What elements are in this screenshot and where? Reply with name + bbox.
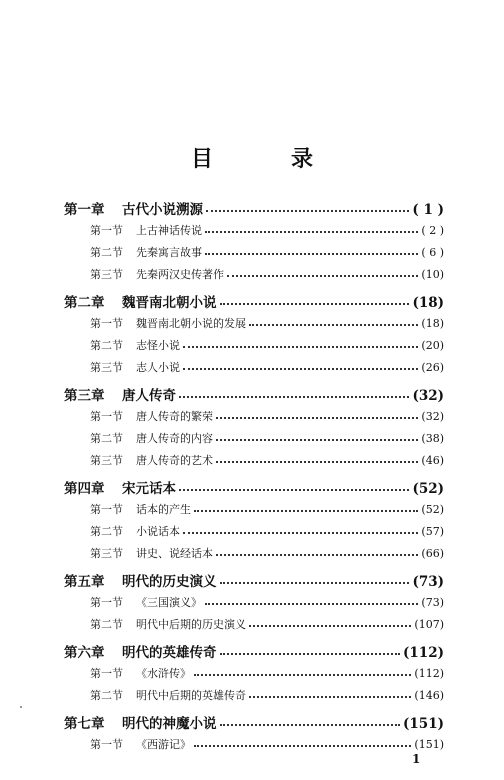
- section-title: 明代中后期的历史演义: [136, 618, 246, 631]
- section-title: 明代中后期的英雄传奇: [136, 689, 246, 702]
- page-ref: ( 1 ): [412, 202, 444, 218]
- dot-leader: [194, 739, 411, 747]
- section-title: 唐人传奇的繁荣: [136, 410, 213, 423]
- chapter-title: 明代的神魔小说: [122, 716, 217, 732]
- section-number: 第一节: [90, 738, 123, 751]
- toc-section-entry: [90, 523, 444, 539]
- dot-leader: [183, 362, 418, 370]
- toc-chapter-entry: [64, 384, 444, 404]
- toc-chapter-entry: [64, 198, 444, 218]
- page-ref: ( 2 ): [421, 224, 444, 237]
- section-number: 第二节: [90, 339, 123, 352]
- page-ref: (151): [403, 716, 444, 732]
- page-ref: ( 6 ): [421, 246, 444, 259]
- page-ref: (151): [414, 738, 444, 751]
- section-title: 上古神话传说: [136, 224, 202, 237]
- section-title: 《水浒传》: [136, 667, 191, 680]
- section-title: 唐人传奇的内容: [136, 432, 213, 445]
- page-ref: (10): [421, 268, 444, 281]
- dot-leader: [179, 388, 409, 397]
- section-number: 第二节: [90, 525, 123, 538]
- dot-leader: [220, 574, 410, 583]
- section-title: 《三国演义》: [136, 596, 202, 609]
- toc-section-entry: [90, 244, 444, 260]
- page-ref: (73): [421, 596, 444, 609]
- chapter-title: 明代的历史演义: [122, 574, 217, 590]
- chapter-title: 宋元话本: [122, 481, 176, 497]
- chapter-title: 唐人传奇: [122, 388, 176, 404]
- chapter-number: 第三章: [64, 388, 105, 404]
- toc-section-entry: [90, 501, 444, 517]
- chapter-title: 古代小说溯源: [122, 202, 203, 218]
- dot-leader: [206, 202, 409, 211]
- page-ref: (112): [414, 667, 444, 680]
- dot-leader: [216, 548, 418, 556]
- dot-leader: [194, 504, 418, 512]
- section-title: 先秦寓言故事: [136, 246, 202, 259]
- dot-leader: [220, 645, 401, 654]
- toc-section-entry: [90, 222, 444, 238]
- page-ref: (112): [403, 645, 444, 661]
- page-ref: (66): [421, 547, 444, 560]
- toc-section-entry: [90, 665, 444, 681]
- dot-leader: [249, 318, 418, 326]
- page-ref: (107): [414, 618, 444, 631]
- toc-section-entry: [90, 736, 444, 752]
- toc-section-entry: [90, 408, 444, 424]
- chapter-number: 第七章: [64, 716, 105, 732]
- toc-section-entry: [90, 337, 444, 353]
- section-title: 《西游记》: [136, 738, 191, 751]
- page-number: 1: [412, 752, 421, 766]
- chapter-number: 第五章: [64, 574, 105, 590]
- dot-leader: [194, 668, 411, 676]
- toc-section-entry: [90, 452, 444, 468]
- dot-leader: [249, 619, 411, 627]
- chapter-number: 第四章: [64, 481, 105, 497]
- dot-leader: [220, 716, 401, 725]
- section-number: 第三节: [90, 268, 123, 281]
- scan-speck: [20, 706, 22, 708]
- section-number: 第一节: [90, 667, 123, 680]
- section-number: 第三节: [90, 547, 123, 560]
- toc-section-entry: [90, 687, 444, 703]
- page-ref: (18): [412, 295, 444, 311]
- page-ref: (52): [421, 503, 444, 516]
- toc-section-entry: [90, 266, 444, 282]
- section-number: 第二节: [90, 618, 123, 631]
- section-title: 志怪小说: [136, 339, 180, 352]
- section-title: 话本的产生: [136, 503, 191, 516]
- toc-chapter-entry: [64, 291, 444, 311]
- dot-leader: [216, 433, 418, 441]
- dot-leader: [205, 597, 418, 605]
- section-number: 第三节: [90, 361, 123, 374]
- dot-leader: [183, 526, 418, 534]
- page-ref: (20): [421, 339, 444, 352]
- page-ref: (32): [412, 388, 444, 404]
- section-number: 第二节: [90, 246, 123, 259]
- section-number: 第一节: [90, 596, 123, 609]
- section-number: 第二节: [90, 432, 123, 445]
- section-title: 志人小说: [136, 361, 180, 374]
- dot-leader: [205, 225, 418, 233]
- page-ref: (57): [421, 525, 444, 538]
- section-number: 第一节: [90, 317, 123, 330]
- chapter-number: 第二章: [64, 295, 105, 311]
- toc-chapter-entry: [64, 570, 444, 590]
- page-ref: (52): [412, 481, 444, 497]
- page-ref: (46): [421, 454, 444, 467]
- dot-leader: [227, 269, 418, 277]
- page-ref: (146): [414, 689, 444, 702]
- toc-chapter-entry: [64, 477, 444, 497]
- toc-chapter-entry: [64, 712, 444, 732]
- toc-heading: 目 录: [190, 146, 341, 172]
- chapter-title: 明代的英雄传奇: [122, 645, 217, 661]
- dot-leader: [216, 411, 418, 419]
- toc-section-entry: [90, 545, 444, 561]
- toc-section-entry: [90, 594, 444, 610]
- toc-section-entry: [90, 359, 444, 375]
- chapter-number: 第一章: [64, 202, 105, 218]
- page-ref: (73): [412, 574, 444, 590]
- section-number: 第一节: [90, 503, 123, 516]
- dot-leader: [205, 247, 418, 255]
- dot-leader: [183, 340, 418, 348]
- section-number: 第二节: [90, 689, 123, 702]
- section-title: 魏晋南北朝小说的发展: [136, 317, 246, 330]
- toc-section-entry: [90, 430, 444, 446]
- section-number: 第三节: [90, 454, 123, 467]
- toc-section-entry: [90, 616, 444, 632]
- page-ref: (26): [421, 361, 444, 374]
- dot-leader: [179, 481, 409, 490]
- section-title: 先秦两汉史传著作: [136, 268, 224, 281]
- dot-leader: [220, 295, 410, 304]
- section-title: 小说话本: [136, 525, 180, 538]
- toc-section-entry: [90, 315, 444, 331]
- chapter-number: 第六章: [64, 645, 105, 661]
- page-ref: (38): [421, 432, 444, 445]
- section-number: 第一节: [90, 224, 123, 237]
- dot-leader: [249, 690, 411, 698]
- page-ref: (18): [421, 317, 444, 330]
- section-number: 第一节: [90, 410, 123, 423]
- toc-chapter-entry: [64, 641, 444, 661]
- section-title: 唐人传奇的艺术: [136, 454, 213, 467]
- chapter-title: 魏晋南北朝小说: [122, 295, 217, 311]
- section-title: 讲史、说经话本: [136, 547, 213, 560]
- dot-leader: [216, 455, 418, 463]
- page-ref: (32): [421, 410, 444, 423]
